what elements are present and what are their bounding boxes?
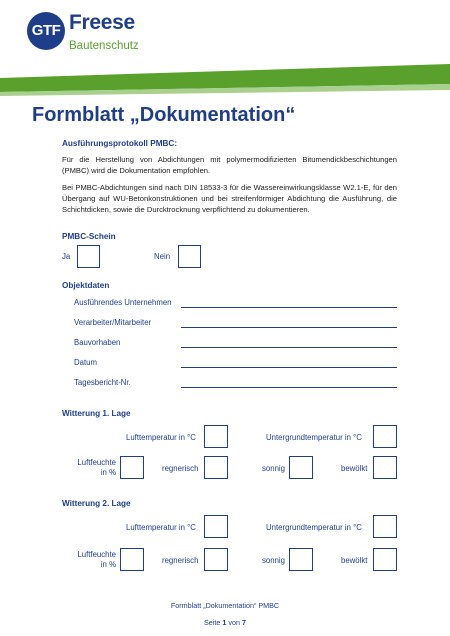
weather1-sunny-label: sonnig xyxy=(262,464,285,473)
weather1-sunny-box[interactable] xyxy=(289,456,313,479)
protocol-paragraph-1: Für die Herstellung von Abdichtungen mit polymermodifizierten Bitumendickbeschichtungen (PMBC) wird die Dokumentation empfohlen. xyxy=(62,155,397,175)
field-label-worker: Verarbeiter/Mitarbeiter xyxy=(74,318,152,327)
weather1-air-label: Lufttemperatur in °C xyxy=(126,433,196,442)
weather2-heading: Witterung 2. Lage xyxy=(62,499,131,508)
weather1-cloudy-label: bewölkt xyxy=(341,464,368,473)
weather1-humidity-label: Luftfeuchte in % xyxy=(77,458,116,477)
weather1-humidity-box[interactable] xyxy=(120,456,144,479)
field-label-company: Ausführendes Unternehmen xyxy=(74,298,172,307)
weather1-rainy-box[interactable] xyxy=(204,456,228,479)
field-line-company[interactable] xyxy=(181,307,397,308)
weather2-humidity-label: Luftfeuchte in % xyxy=(77,550,116,569)
field-line-report-no[interactable] xyxy=(181,387,397,388)
field-line-worker[interactable] xyxy=(181,327,397,328)
header-band xyxy=(0,62,450,96)
weather1-ground-label: Untergrundtemperatur in °C xyxy=(266,433,362,442)
weather1-cloudy-box[interactable] xyxy=(373,456,397,479)
weather1-air-box[interactable] xyxy=(204,425,228,448)
schein-no-label: Nein xyxy=(154,252,171,261)
logo-mark: GTF xyxy=(27,12,65,50)
weather2-ground-box[interactable] xyxy=(373,515,397,538)
weather2-cloudy-label: bewölkt xyxy=(341,556,368,565)
field-line-date[interactable] xyxy=(181,367,397,368)
weather2-rainy-label: regnerisch xyxy=(162,556,199,565)
footer-doc-title: Formblatt „Dokumentation“ PMBC xyxy=(170,601,280,610)
page-title: Formblatt „Dokumentation“ xyxy=(32,104,296,126)
objekt-heading: Objektdaten xyxy=(62,281,110,290)
schein-yes-label: Ja xyxy=(62,252,71,261)
footer-page-number: Seite 1 von 7 xyxy=(204,618,246,627)
weather2-sunny-label: sonnig xyxy=(262,556,285,565)
weather1-heading: Witterung 1. Lage xyxy=(62,409,131,418)
weather2-cloudy-box[interactable] xyxy=(373,548,397,571)
logo-name: Freese xyxy=(69,11,135,34)
protocol-paragraph-2: Bei PMBC-Abdichtungen sind nach DIN 18533-3 für die Wassereinwirkungsklasse W2.1-E, für den Übergang auf WU-Betonkonstruktionen und bei streifenförmiger Abdichtung die Ausführung, die Schichtdicken, sowie die Durcktrocknung verpflichtend zu dokumentieren. xyxy=(62,183,397,214)
schein-no-checkbox[interactable] xyxy=(178,245,201,268)
weather1-ground-box[interactable] xyxy=(373,425,397,448)
weather2-sunny-box[interactable] xyxy=(289,548,313,571)
schein-yes-checkbox[interactable] xyxy=(77,245,100,268)
weather2-air-box[interactable] xyxy=(204,515,228,538)
weather2-rainy-box[interactable] xyxy=(204,548,228,571)
field-line-project[interactable] xyxy=(181,347,397,348)
logo-subtitle: Bautenschutz xyxy=(69,40,139,52)
field-label-report-no: Tagesbericht-Nr. xyxy=(74,378,131,387)
weather2-humidity-box[interactable] xyxy=(120,548,144,571)
weather2-ground-label: Untergrundtemperatur in °C xyxy=(266,523,362,532)
weather1-rainy-label: regnerisch xyxy=(162,464,199,473)
schein-heading: PMBC-Schein xyxy=(62,232,116,241)
field-label-project: Bauvorhaben xyxy=(74,338,121,347)
protocol-heading: Ausführungsprotokoll PMBC: xyxy=(62,139,178,148)
field-label-date: Datum xyxy=(74,358,97,367)
weather2-air-label: Lufttemperatur in °C xyxy=(126,523,196,532)
